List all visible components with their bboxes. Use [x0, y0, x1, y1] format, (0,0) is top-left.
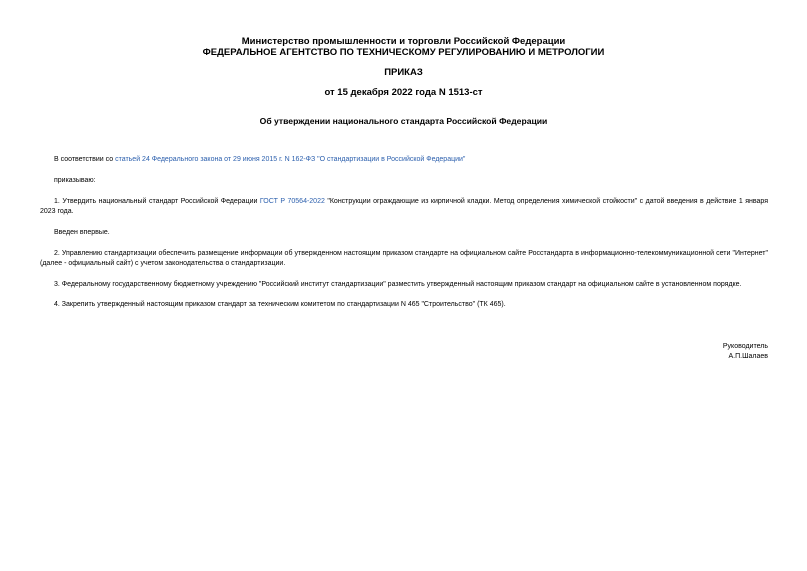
item-1-suffix: "Конструкции ограждающие из кирпичной кладки. Метод определения химической стойкости" с датой введения в действие 1 января 2023 года. [40, 198, 769, 215]
introduced-note: Введен впервые. [54, 229, 110, 236]
order-word: приказываю: [54, 177, 96, 184]
item-3-paragraph: 3. Федеральному государственному бюджетному учреждению "Российский институт стандартизации" разместить утвержденный настоящим приказом стандарт на официальном сайте в установленном порядке. [54, 281, 742, 288]
intro-prefix: В соответствии со [54, 156, 116, 163]
ministry-name: Министерство промышленности и торговли Российской Федерации [241, 36, 566, 47]
document-type: ПРИКАЗ [384, 67, 423, 78]
law-article-link[interactable]: статьей 24 Федерального закона от 29 июня 2015 г. N 162-ФЗ "О стандартизации в Российской Федерации" [115, 156, 466, 163]
item-1-prefix: 1. Утвердить национальный стандарт Российской Федерации [54, 198, 260, 205]
gost-link[interactable]: ГОСТ Р 70564-2022 [259, 198, 325, 205]
signature-role: Руководитель [722, 343, 768, 350]
item-1-paragraph [40, 197, 768, 217]
item-2-paragraph: 2. Управлению стандартизации обеспечить размещение информации об утвержденном настоящим приказом стандарте на официальном сайте Росстандарта в информационно-телекоммуникационной сети "Интернет" (далее - официальный сайт) с учетом законодательства о стандартизации. [40, 250, 768, 267]
document-date-number: от 15 декабря 2022 года N 1513-ст [324, 87, 483, 98]
item-4-paragraph: 4. Закрепить утвержденный настоящим приказом стандарт за техническим комитетом по стандартизации N 465 "Строительство" (ТК 465). [54, 301, 506, 308]
document-title: Об утверждении национального стандарта Российской Федерации [259, 116, 548, 126]
signature-name: А.П.Шалаев [728, 353, 768, 360]
agency-name: ФЕДЕРАЛЬНОЕ АГЕНТСТВО ПО ТЕХНИЧЕСКОМУ РЕГУЛИРОВАНИЮ И МЕТРОЛОГИИ [202, 47, 605, 58]
intro-paragraph [40, 155, 768, 165]
